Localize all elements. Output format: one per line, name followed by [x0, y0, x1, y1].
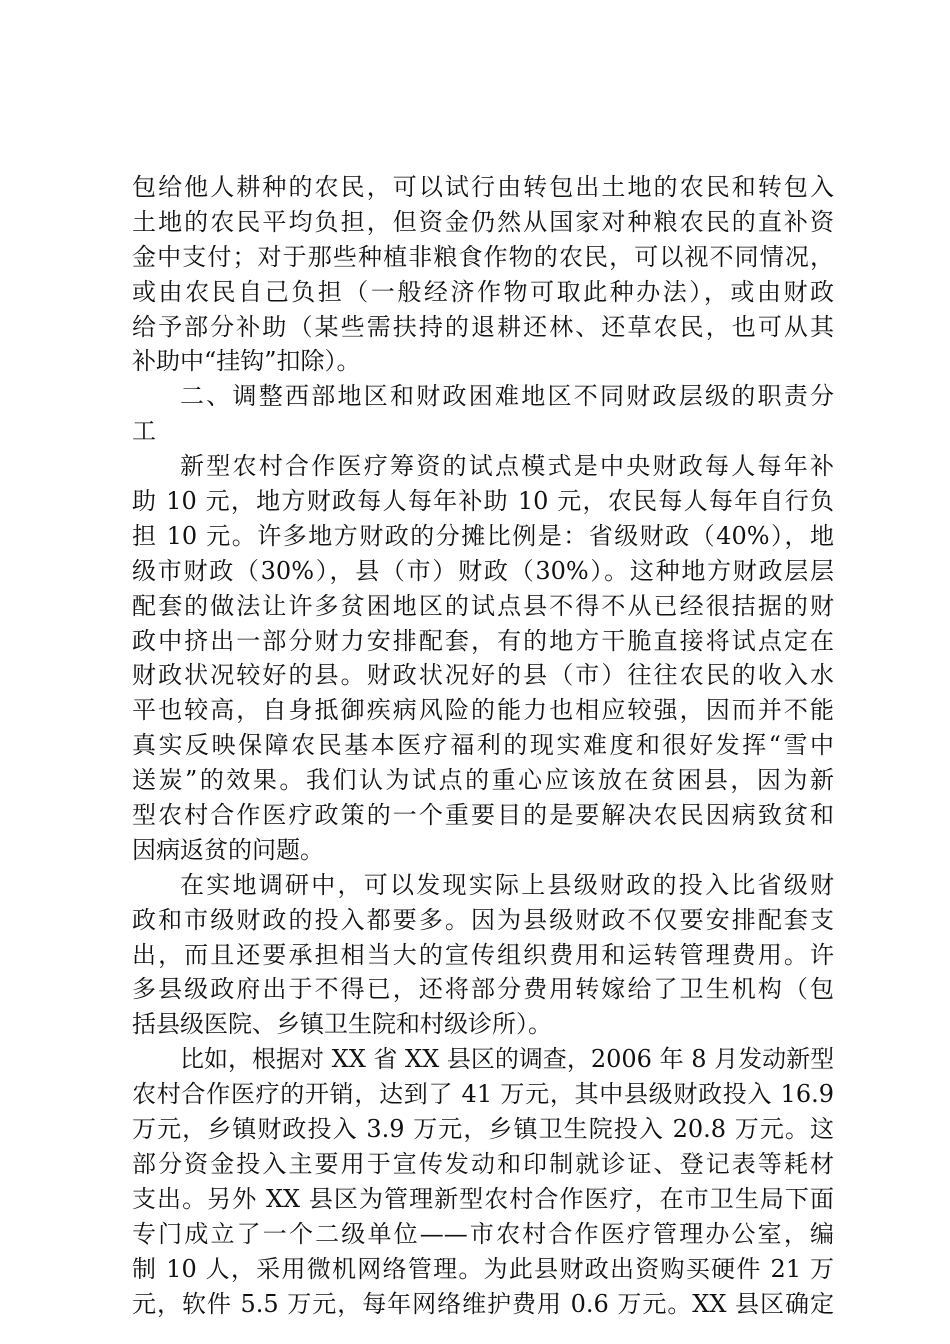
text-line: 制 10 人，采用微机网络管理。为此县财政出资购买硬件 21 万 — [132, 1254, 834, 1283]
heading-line: 工 — [132, 417, 156, 446]
text-line: 型农村合作医疗政策的一个重要目的是要解决农民因病致贫和 — [132, 801, 834, 830]
section-heading — [132, 379, 834, 449]
text-line: 补助中“挂钩”扣除）。 — [132, 347, 361, 376]
text-line: 支出。另外 XX 县区为管理新型农村合作医疗，在市卫生局下面 — [132, 1184, 834, 1213]
text-line: 担 10 元。许多地方财政的分摊比例是：省级财政（40%），地 — [132, 521, 834, 550]
text-line: 因病返贫的问题。 — [132, 835, 324, 864]
text-line: 专门成立了一个二级单位——市农村合作医疗管理办公室，编 — [132, 1219, 834, 1248]
text-line: 元，软件 5.5 万元，每年网络维护费用 0.6 万元。XX 县区确定 — [132, 1289, 834, 1318]
text-line: 出，而且还要承担相当大的宣传组织费用和运转管理费用。许 — [132, 940, 834, 969]
text-line: 给予部分补助（某些需扶持的退耕还林、还草农民，也可从其 — [132, 312, 834, 341]
text-line: 配套的做法让许多贫困地区的试点县不得不从已经很拮据的财 — [132, 591, 834, 620]
text-line: 部分资金投入主要用于宣传发动和印制就诊证、登记表等耗材 — [132, 1149, 834, 1178]
text-line: 财政状况较好的县。财政状况好的县（市）往往农民的收入水 — [132, 661, 834, 690]
document-page — [132, 170, 834, 1321]
text-line: 或由农民自己负担（一般经济作物可取此种办法），或由财政 — [132, 277, 834, 306]
text-line: 农村合作医疗的开销，达到了 41 万元，其中县级财政投入 16.9 — [132, 1080, 834, 1109]
text-line: 送炭”的效果。我们认为试点的重心应该放在贫困县，因为新 — [132, 766, 834, 795]
paragraph-3 — [132, 868, 834, 1042]
text-line: 平也较高，自身抵御疾病风险的能力也相应较强，因而并不能 — [132, 696, 834, 725]
paragraph-1 — [132, 170, 834, 379]
text-line: 政和市级财政的投入都要多。因为县级财政不仅要安排配套支 — [132, 905, 834, 934]
text-line: 多县级政府出于不得已，还将部分费用转嫁给了卫生机构（包 — [132, 975, 834, 1004]
text-line: 包给他人耕种的农民，可以试行由转包出土地的农民和转包入 — [132, 173, 834, 201]
heading-line: 二、调整西部地区和财政困难地区不同财政层级的职责分 — [180, 382, 834, 411]
text-line: 助 10 元，地方财政每人每年补助 10 元，农民每人每年自行负 — [132, 487, 834, 516]
text-line: 政中挤出一部分财力安排配套，有的地方干脆直接将试点定在 — [132, 626, 834, 655]
paragraph-4 — [132, 1042, 834, 1321]
text-line: 在实地调研中，可以发现实际上县级财政的投入比省级财 — [180, 870, 834, 899]
text-line: 金中支付；对于那些种植非粮食作物的农民，可以视不同情况， — [132, 242, 834, 271]
text-line: 真实反映保障农民基本医疗福利的现实难度和很好发挥“雪中 — [132, 731, 834, 760]
text-line: 新型农村合作医疗筹资的试点模式是中央财政每人每年补 — [180, 452, 834, 481]
text-line: 括县级医院、乡镇卫生院和村级诊所）。 — [132, 1010, 552, 1039]
text-line: 土地的农民平均负担，但资金仍然从国家对种粮农民的直补资 — [132, 207, 834, 236]
text-line: 比如，根据对 XX 省 XX 县区的调查，2006 年 8 月发动新型 — [180, 1045, 835, 1074]
paragraph-2 — [132, 449, 834, 868]
text-line: 级市财政（30%），县（市）财政（30%）。这种地方财政层层 — [132, 556, 834, 585]
text-line: 万元，乡镇财政投入 3.9 万元，乡镇卫生院投入 20.8 万元。这 — [132, 1115, 834, 1144]
